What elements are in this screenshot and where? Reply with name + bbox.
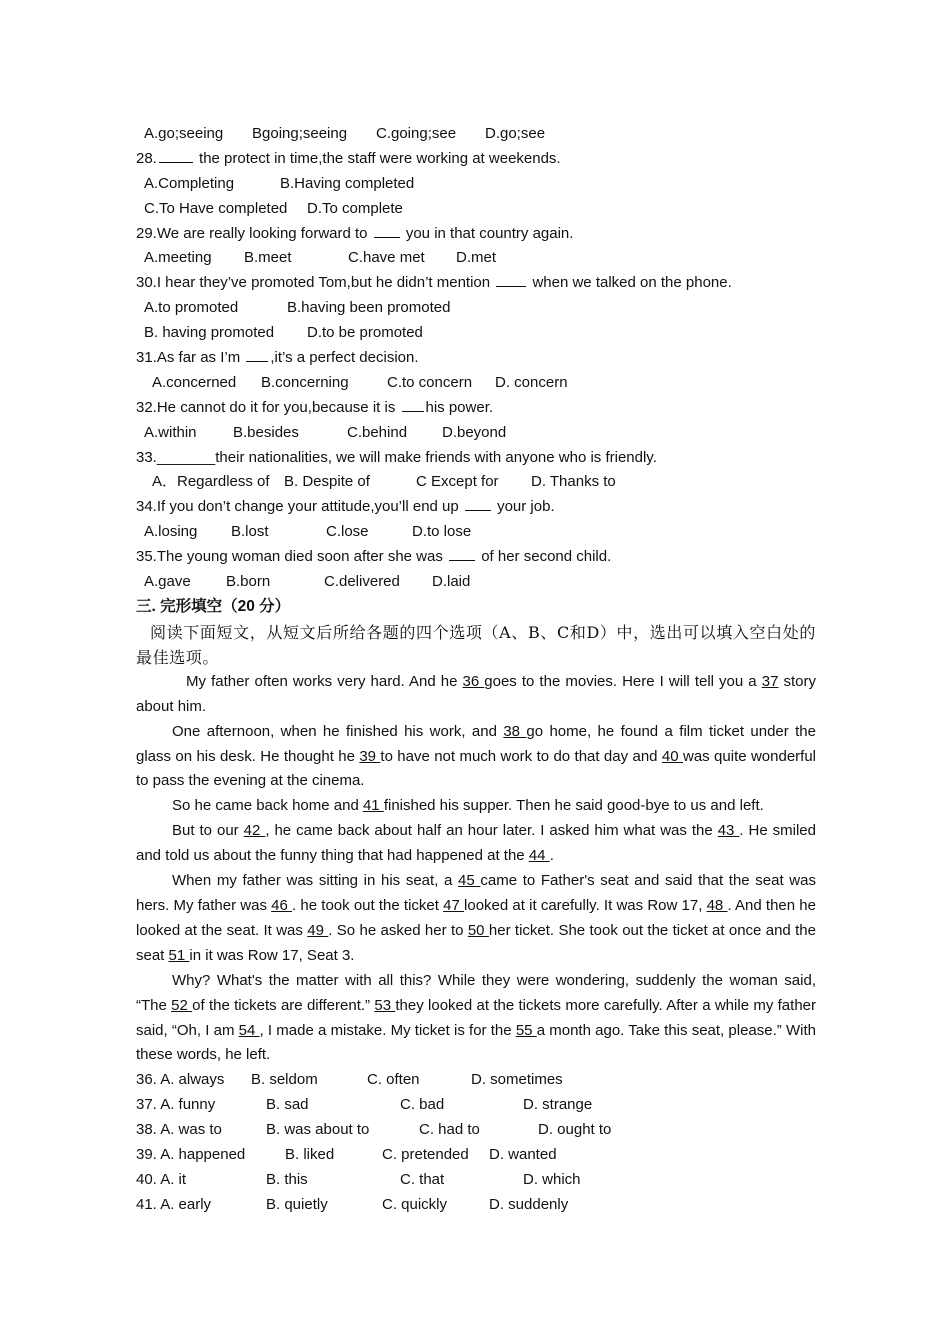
passage-paragraph-5: When my father was sitting in his seat, a 45 came to Father's seat and said that the seat was hers. My father was 46 . he took out the ticket 47 looked at it carefully. It was Row 17, 48 . And then he looked at the seat. It was 49 . So he asked her to 50 her ticket. She took out the ticket at once and the seat 51 in it was Row 17, Seat 3.	[136, 872, 816, 964]
option: B.meet	[244, 249, 292, 267]
blank-37: 37	[761, 672, 779, 690]
answer-blank	[159, 148, 193, 163]
blank-55: 55	[515, 1021, 537, 1039]
q31-stem: 31.As far as I’m ,it’s a perfect decision.	[136, 349, 419, 367]
answer-blank	[449, 546, 475, 561]
blank-43: 43	[717, 822, 740, 840]
answer-blank	[374, 223, 400, 238]
q32-options	[136, 421, 816, 446]
q28-options-1	[136, 172, 816, 197]
option: D.to be promoted	[307, 324, 423, 342]
option: C.to concern	[387, 373, 473, 391]
option: Bgoing;seeing	[252, 125, 348, 142]
q33-options	[136, 470, 816, 495]
q28-options-2	[136, 197, 816, 222]
q28-stem: 28. the protect in time,the staff were working at weekends.	[136, 149, 561, 167]
blank-51: 51	[168, 946, 190, 964]
option: D.To complete	[307, 199, 403, 217]
option: B.besides	[233, 423, 299, 441]
blank-42: 42	[243, 822, 266, 840]
option: B.Having completed	[280, 174, 415, 192]
blank-50: 50	[467, 921, 489, 939]
option: A.to promoted	[144, 299, 239, 317]
choice-row-38: 38. A. was to B. was about to C. had to D. ought to	[136, 1121, 612, 1139]
choice-row-37: 37. A. funny B. sad C. bad D. strange	[136, 1096, 593, 1114]
option: C.behind	[347, 423, 408, 441]
option: D.met	[456, 249, 497, 267]
passage-paragraph-4: But to our 42 , he came back about half an hour later. I asked him what was the 43 . He smiled and told us about the funny thing that had happened at the 44 .	[136, 822, 816, 865]
section-instruction: 阅读下面短文，从短文后所给各题的四个选项（A、B、C和D）中，选出可以填入空白处的最佳选项。	[136, 622, 816, 667]
answer-blank	[402, 397, 424, 412]
blank-53: 53	[374, 996, 396, 1014]
option: A.Completing	[144, 174, 235, 192]
exam-page	[136, 122, 816, 1218]
q34-stem: 34.If you don’t change your attitude,you’ll end up your job.	[136, 498, 555, 516]
option: B.born	[226, 573, 271, 591]
option: A.within	[144, 423, 197, 441]
choice-row-40: 40. A. it B. this C. that D. which	[136, 1170, 581, 1188]
option: B. Despite of	[284, 473, 370, 491]
option: A.meeting	[144, 249, 212, 267]
blank-48: 48	[706, 896, 728, 914]
choice-row-41: 41. A. early B. quietly C. quickly D. suddenly	[136, 1195, 569, 1213]
option: C.lose	[326, 523, 369, 541]
q29-stem: 29.We are really looking forward to you in that country again.	[136, 224, 574, 242]
section-heading: 三. 完形填空（20 分）	[136, 597, 291, 615]
passage-paragraph-3: So he came back home and 41 finished his supper. Then he said good-bye to us and left.	[172, 797, 764, 815]
blank-36: 36	[462, 672, 485, 690]
q35-stem: 35.The young woman died soon after she was of her second child.	[136, 548, 612, 566]
blank-39: 39	[359, 747, 381, 765]
q29-options	[136, 246, 816, 271]
q30-options-1	[136, 296, 816, 321]
option: B.having been promoted	[287, 299, 451, 317]
q27-options	[136, 122, 816, 147]
option: C.To Have completed	[144, 199, 288, 217]
option: B.concerning	[261, 373, 349, 391]
answer-blank	[496, 272, 526, 287]
choice-row-39: 39. A. happened B. liked C. pretended D. wanted	[136, 1145, 557, 1163]
option: B. having promoted	[144, 324, 275, 342]
blank-38: 38	[503, 722, 527, 740]
blank-46: 46	[271, 896, 293, 914]
blank-41: 41	[362, 797, 384, 815]
option: D. concern	[495, 373, 568, 391]
q30-options-2	[136, 321, 816, 346]
q30-stem: 30.I hear they’ve promoted Tom,but he didn’t mention when we talked on the phone.	[136, 274, 732, 292]
option: A.concerned	[152, 373, 237, 391]
q31-options	[136, 371, 816, 396]
blank-40: 40	[661, 747, 683, 765]
blank-54: 54	[238, 1021, 260, 1039]
q35-options	[136, 570, 816, 595]
blank-47: 47	[443, 896, 465, 914]
blank-44: 44	[528, 847, 550, 865]
choice-row-36: 36. A. always B. seldom C. often D. sometimes	[136, 1071, 563, 1089]
option: A.gave	[144, 573, 191, 591]
passage-paragraph-1: My father often works very hard. And he 36 goes to the movies. Here I will tell you a 37 story about him.	[136, 672, 816, 715]
option: D. Thanks to	[531, 473, 616, 491]
option: B.lost	[231, 523, 269, 541]
option: A.losing	[144, 523, 198, 541]
option: C.going;see	[376, 125, 457, 142]
passage-paragraph-6: Why? What's the matter with all this? While they were wondering, suddenly the woman said, “The 52 of the tickets are different.” 53 they looked at the tickets more carefully. After a while my father said, “Oh, I am 54 , I made a mistake. My ticket is for the 55 a month ago. Take this seat, please.” With these words, he left.	[136, 971, 817, 1064]
option: D.laid	[432, 573, 471, 591]
option: A．Regardless of	[152, 473, 270, 491]
option: D.go;see	[485, 125, 546, 142]
answer-blank	[246, 347, 268, 362]
q33-stem: 33._______their nationalities, we will make friends with anyone who is friendly.	[136, 448, 657, 466]
q34-options	[136, 520, 816, 545]
option: C.have met	[348, 249, 425, 267]
option: A.go;seeing	[144, 125, 224, 142]
blank-49: 49	[307, 921, 329, 939]
option: D.beyond	[442, 423, 507, 441]
passage-paragraph-2: One afternoon, when he finished his work, and 38 go home, he found a film ticket under the glass on his desk. He thought he 39 to have not much work to do that day and 40 was quite wonderful to pass the evening at the cinema.	[136, 722, 817, 790]
option: D.to lose	[412, 523, 472, 541]
option: C Except for	[416, 473, 499, 491]
blank-52: 52	[171, 996, 193, 1014]
q32-stem: 32.He cannot do it for you,because it is his power.	[136, 398, 494, 416]
option: C.delivered	[324, 573, 400, 591]
answer-blank	[465, 496, 491, 511]
blank-45: 45	[458, 872, 481, 890]
